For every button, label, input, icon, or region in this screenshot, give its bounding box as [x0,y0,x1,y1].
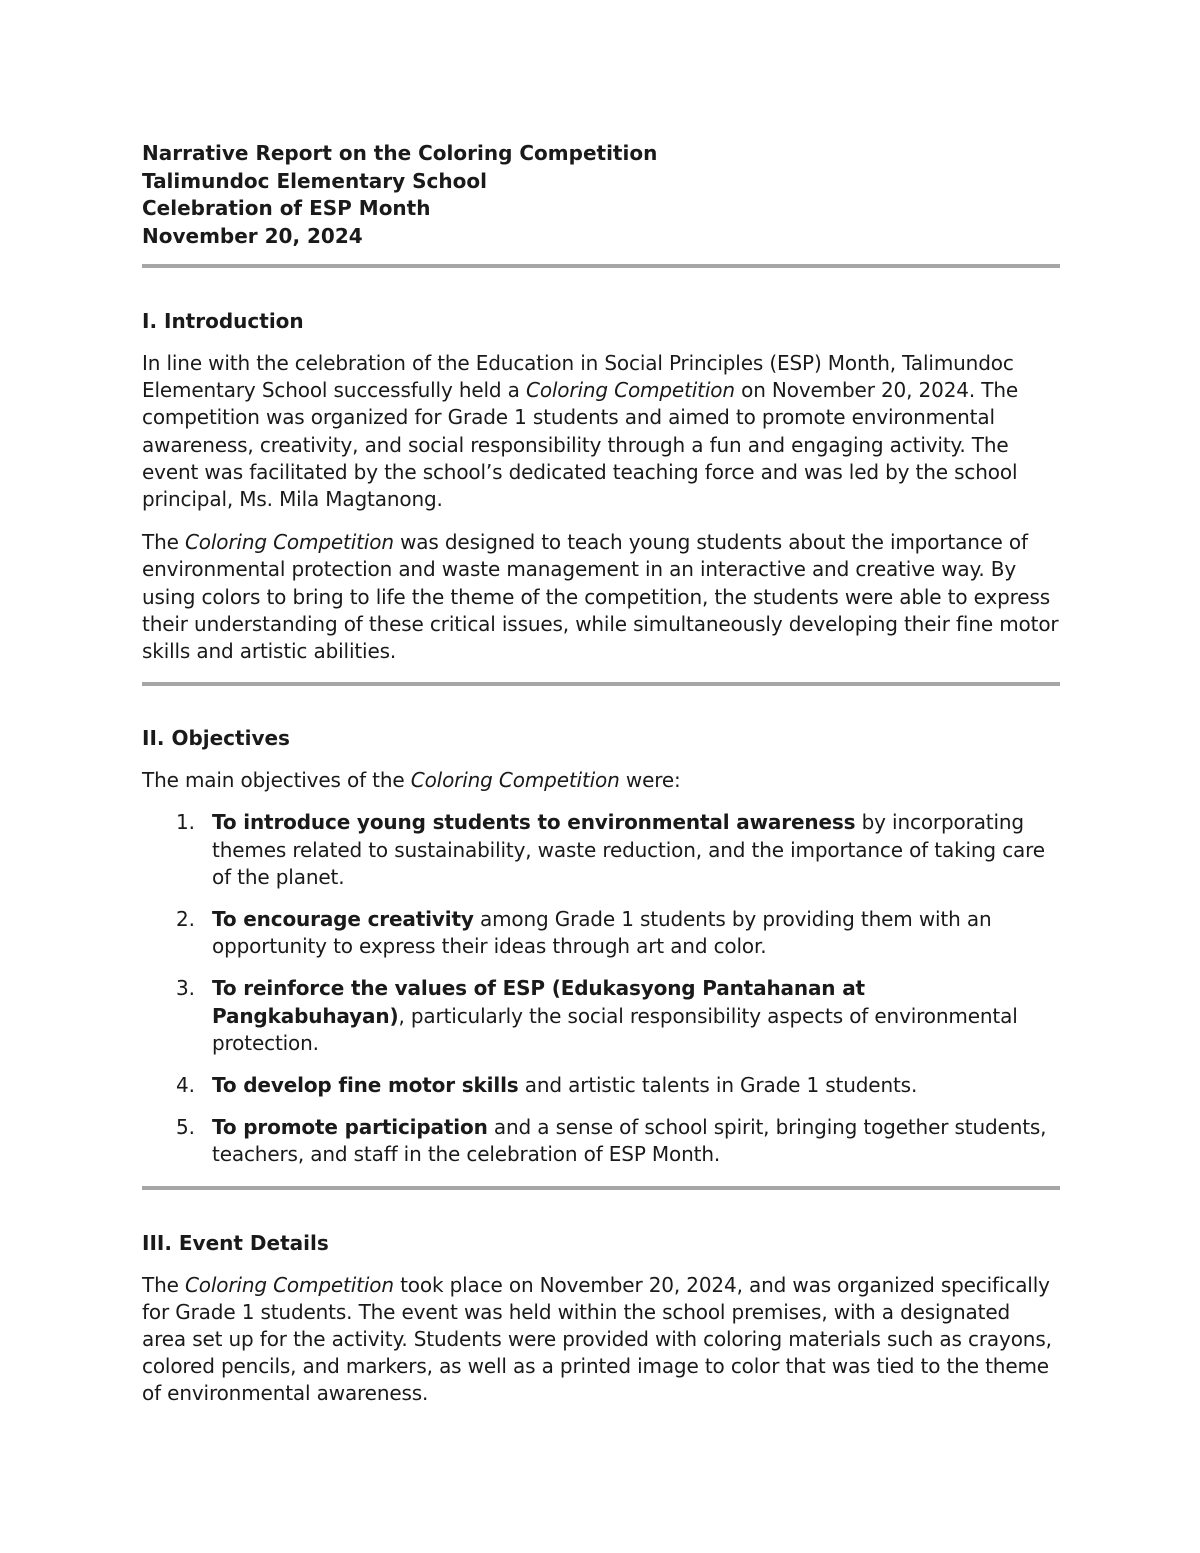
list-item: 3. To reinforce the values of ESP (Edukasyong Pantahanan at Pangkabuhayan), particularly the social responsibility aspects of environmental protection. [176,976,1018,1055]
objectives-list [142,809,1060,1168]
list-item: 1. To introduce young students to environmental awareness by incorporating themes related to sustainability, waste reduction, and the importance of taking care of the planet. [176,810,1045,889]
paragraph: The main objectives of the Coloring Competition were: [142,768,681,793]
section-heading: II. Objectives [142,726,290,751]
section-heading: III. Event Details [142,1230,329,1255]
report-date: November 20, 2024 [142,223,363,248]
section-objectives [142,725,1060,1168]
section-introduction [142,308,1060,665]
list-item: 4. To develop fine motor skills and artistic talents in Grade 1 students. [176,1073,918,1098]
occasion: Celebration of ESP Month [142,196,431,220]
list-item: 2. To encourage creativity among Grade 1 students by providing them with an opportunity to express their ideas through art and color. [176,907,992,959]
report-title: Narrative Report on the Coloring Competition [142,141,658,165]
divider [142,1186,1060,1190]
report-header [142,140,1060,250]
paragraph: The Coloring Competition took place on November 20, 2024, and was organized specifically for Grade 1 students. The event was held within the school premises, with a designated area set up for the activity. Students were provided with coloring materials such as crayons, colored pencils, and markers, as well as a printed image to color that was tied to the theme of environmental awareness. [142,1272,1052,1406]
school-name: Talimundoc Elementary School [142,168,487,193]
paragraph: The Coloring Competition was designed to teach young students about the importance of environmental protection and waste management in an interactive and creative way. By using colors to bring to life the theme of the competition, the students were able to express their understanding of these critical issues, while simultaneously developing their fine motor skills and artistic abilities. [142,530,1059,664]
list-item: 5. To promote participation and a sense of school spirit, bringing together students, teachers, and staff in the celebration of ESP Month. [176,1115,1047,1167]
paragraph: In line with the celebration of the Education in Social Principles (ESP) Month, Talimundoc Elementary School successfully held a Coloring Competition on November 20, 2024. The competition was organized for Grade 1 students and aimed to promote environmental awareness, creativity, and social responsibility through a fun and engaging activity. The event was facilitated by the school’s dedicated teaching force and was led by the school principal, Ms. Mila Magtanong. [142,351,1019,512]
document-page [142,140,1060,1408]
divider [142,264,1060,268]
section-heading: I. Introduction [142,309,304,333]
section-event-details [142,1230,1060,1408]
divider [142,682,1060,686]
